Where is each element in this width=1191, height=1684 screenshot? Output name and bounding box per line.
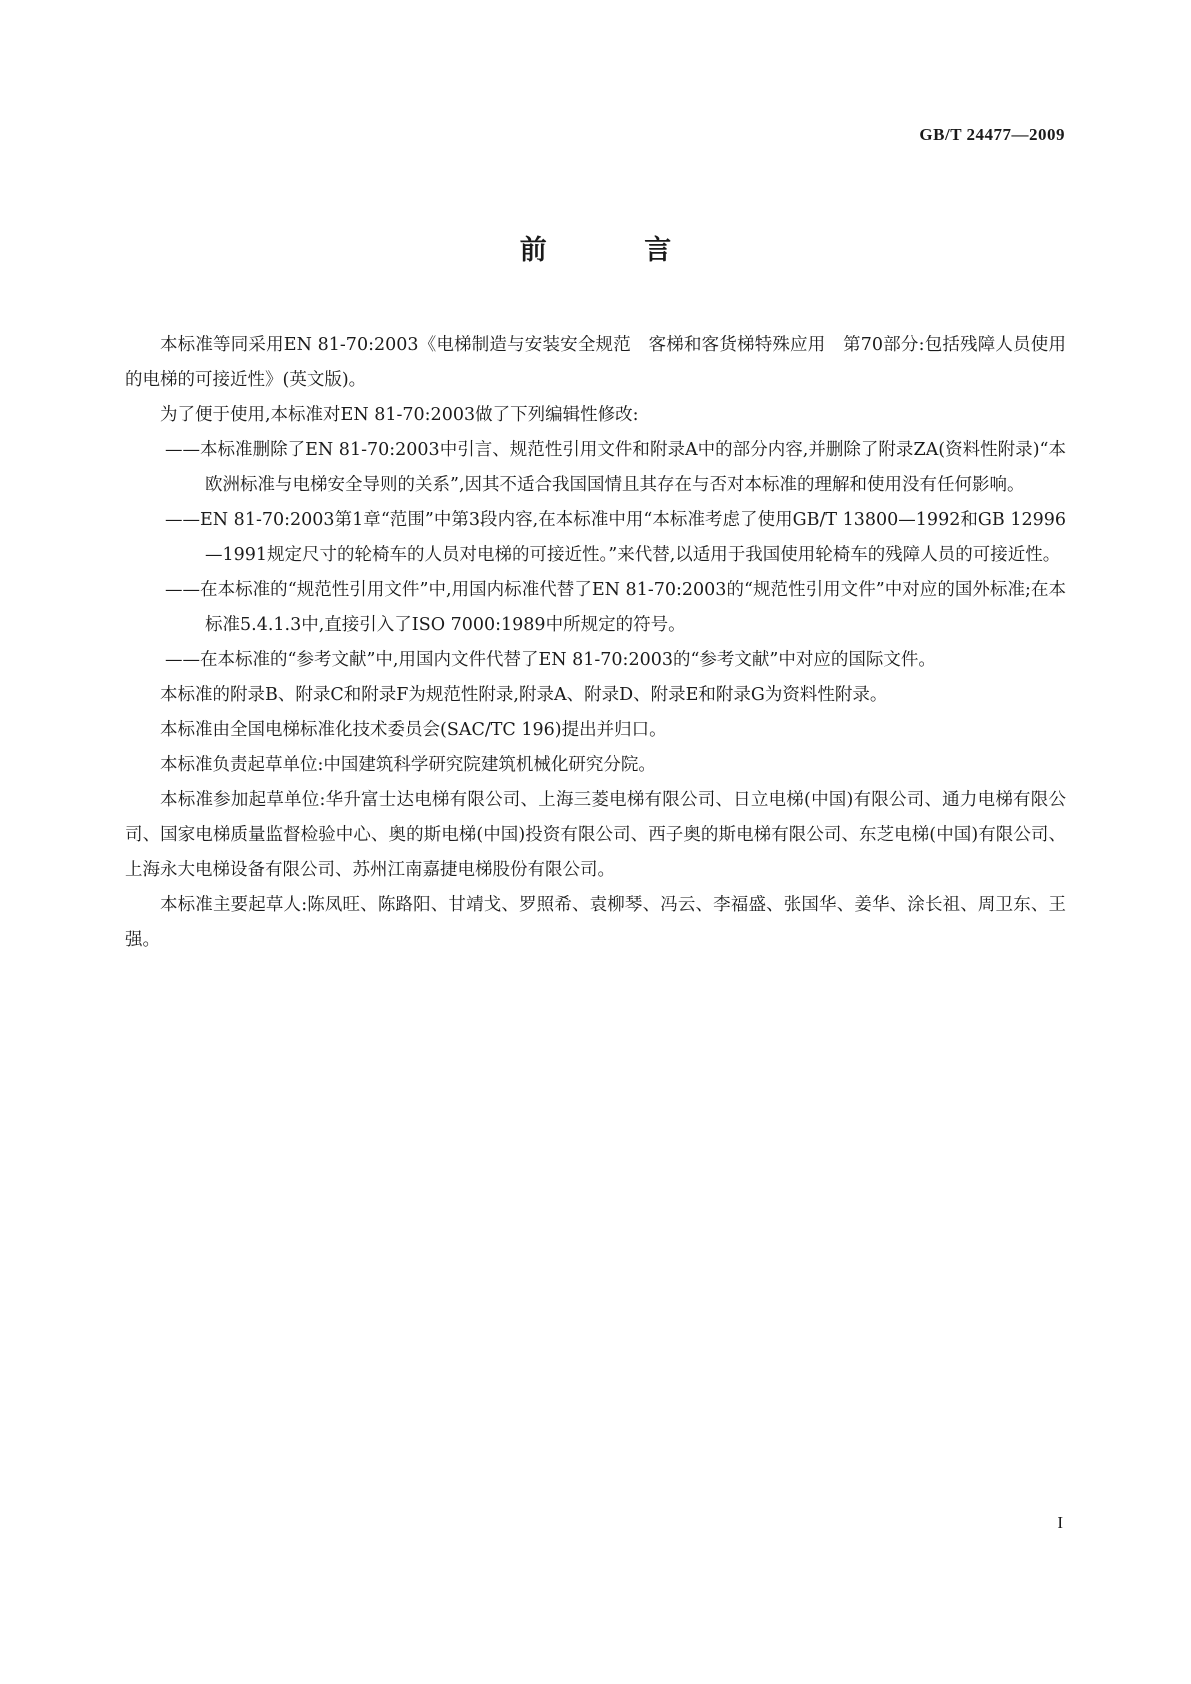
paragraph: 本标准主要起草人:陈凤旺、陈路阳、甘靖戈、罗照希、袁柳琴、冯云、李福盛、张国华、姜华、涂长祖、周卫东、王强。 xyxy=(125,895,1066,950)
page-number: I xyxy=(1057,1513,1063,1532)
list-item: ——本标准删除了EN 81-70:2003中引言、规范性引用文件和附录A中的部分内容,并删除了附录ZA(资料性附录)“本欧洲标准与电梯安全导则的关系”,因其不适合我国国情且其存在与否对本标准的理解和使用没有任何影响。 xyxy=(165,440,1066,495)
list-item: ——在本标准的“规范性引用文件”中,用国内标准代替了EN 81-70:2003的“规范性引用文件”中对应的国外标准;在本标准5.4.1.3中,直接引入了ISO 7000:1989中所规定的符号。 xyxy=(165,580,1066,635)
paragraph: 本标准的附录B、附录C和附录F为规范性附录,附录A、附录D、附录E和附录G为资料性附录。 xyxy=(160,685,888,705)
standard-code: GB/T 24477—2009 xyxy=(919,125,1065,144)
paragraph: 为了便于使用,本标准对EN 81-70:2003做了下列编辑性修改: xyxy=(160,405,639,425)
list-item: ——在本标准的“参考文献”中,用国内文件代替了EN 81-70:2003的“参考文献”中对应的国际文件。 xyxy=(165,650,936,670)
page-title: 前 言 xyxy=(519,235,716,266)
paragraph: 本标准负责起草单位:中国建筑科学研究院建筑机械化研究分院。 xyxy=(160,755,656,775)
paragraph: 本标准参加起草单位:华升富士达电梯有限公司、上海三菱电梯有限公司、日立电梯(中国)有限公司、通力电梯有限公司、国家电梯质量监督检验中心、奥的斯电梯(中国)投资有限公司、西子奥的斯电梯有限公司、东芝电梯(中国)有限公司、上海永大电梯设备有限公司、苏州江南嘉捷电梯股份有限公司。 xyxy=(125,790,1066,880)
paragraph: 本标准由全国电梯标准化技术委员会(SAC/TC 196)提出并归口。 xyxy=(160,720,667,740)
list-item: ——EN 81-70:2003第1章“范围”中第3段内容,在本标准中用“本标准考虑了使用GB/T 13800—1992和GB 12996—1991规定尺寸的轮椅车的人员对电梯的可接近性。”来代替,以适用于我国使用轮椅车的残障人员的可接近性。 xyxy=(165,510,1066,565)
document-body xyxy=(125,328,1066,958)
paragraph: 本标准等同采用EN 81-70:2003《电梯制造与安装安全规范 客梯和客货梯特殊应用 第70部分:包括残障人员使用的电梯的可接近性》(英文版)。 xyxy=(125,335,1066,390)
